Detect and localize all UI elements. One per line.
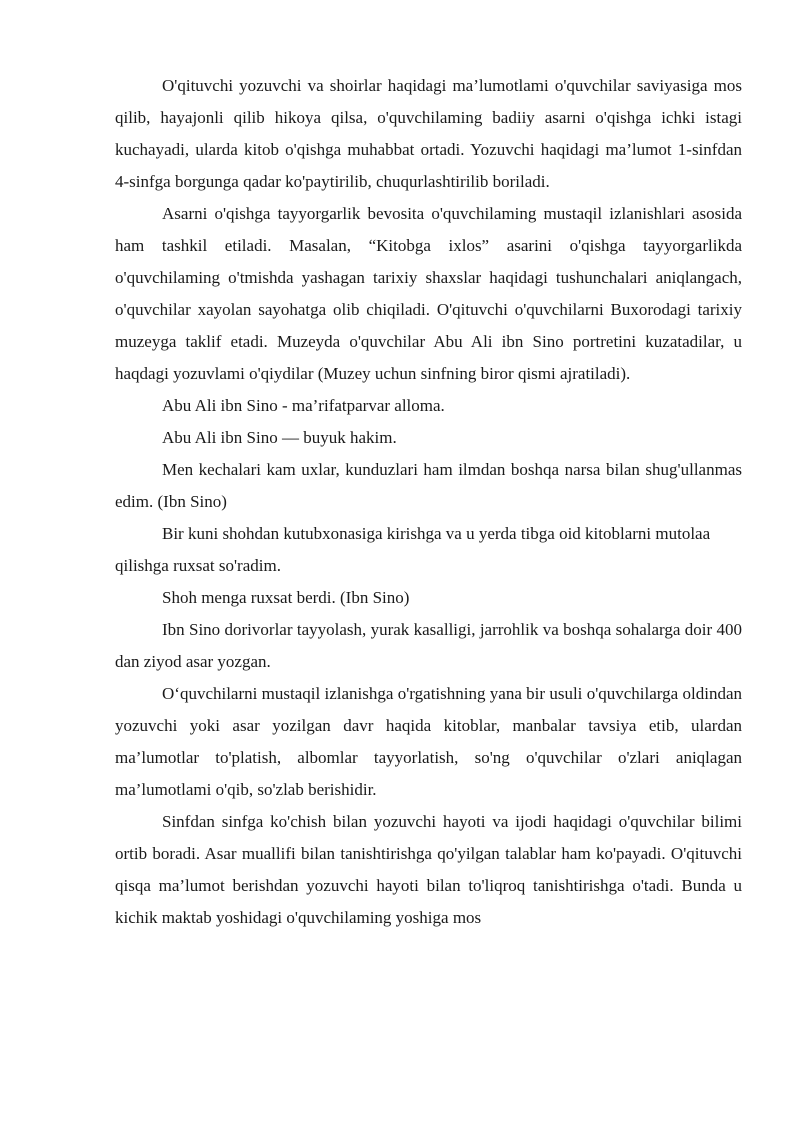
paragraph-quote-alloma: Abu Ali ibn Sino - ma’rifatparvar alloma. bbox=[162, 396, 445, 415]
paragraph-reading-preparation: Asarni o'qishga tayyorgarlik bevosita o'quvchilaming mustaqil izlanishlari asosida ham tashkil etiladi. Masalan, “Kitobga ixlos” asarini o'qishga tayyorgarlikda o'quvchilaming o'tmishda yashagan tarixiy shaxslar haqidagi tushunchalari aniqlangach, o'quvchilar xayolan sayohatga olib chiqiladi. O'qituvchi o'quvchilarni Buxorodagi tarixiy muzeyga taklif etadi. Muzeyda o'quvchilar Abu Ali ibn Sino portretini kuzatadilar, u haqdagi yozuvlami o'qiydilar (Muzey uchun sinfning biror qismi ajratiladi). bbox=[115, 204, 742, 383]
paragraph-quote-library: Bir kuni shohdan kutubxonasiga kirishga va u yerda tibga oid kitoblarni mutolaa qilishga ruxsat so'radim. bbox=[115, 524, 711, 575]
paragraph-quote-hakim: Abu Ali ibn Sino — buyuk hakim. bbox=[162, 428, 397, 447]
paragraph-independent-research: O‘quvchilarni mustaqil izlanishga o'rgatishning yana bir usuli o'quvchilarga oldindan yozuvchi yoki asar yozilgan davr haqida kitoblar, manbalar tavsiya etib, ulardan ma’lumotlar to'platish, albomlar tayyorlatish, so'ng o'quvchilar o'zlari aniqlagan ma’lumotlami o'qib, so'zlab berishidir. bbox=[115, 684, 742, 799]
paragraph-quote-nights: Men kechalari kam uxlar, kunduzlari ham ilmdan boshqa narsa bilan shug'ullanmas edim. (Ibn Sino) bbox=[115, 460, 742, 511]
paragraph-quote-permission: Shoh menga ruxsat berdi. (Ibn Sino) bbox=[162, 588, 410, 607]
paragraph-ibn-sino-works: Ibn Sino dorivorlar tayyolash, yurak kasalligi, jarrohlik va boshqa sohalarga doir 400 dan ziyod asar yozgan. bbox=[115, 620, 742, 671]
paragraph-teacher-stories: O'qituvchi yozuvchi va shoirlar haqidagi ma’lumotlami o'quvchilar saviyasiga mos qilib, hayajonli qilib hikoya qilsa, o'quvchilaming badiiy asarni o'qishga ichki istagi kuchayadi, ularda kitob o'qishga muhabbat ortadi. Yozuvchi haqidagi ma’lumot 1-sinfdan 4-sinfga borgunga qadar ko'paytirilib, chuqurlashtirilib boriladi. bbox=[115, 76, 742, 191]
paragraph-grade-progression: Sinfdan sinfga ko'chish bilan yozuvchi hayoti va ijodi haqidagi o'quvchilar bilimi ortib boradi. Asar muallifi bilan tanishtirishga qo'yilgan talablar ham ko'payadi. O'qituvchi qisqa ma’lumot berishdan yozuvchi hayoti bilan to'liqroq tanishtirishga o'tadi. Bunda u kichik maktab yoshidagi o'quvchilaming yoshiga mos bbox=[115, 812, 742, 927]
document-body bbox=[115, 70, 742, 934]
